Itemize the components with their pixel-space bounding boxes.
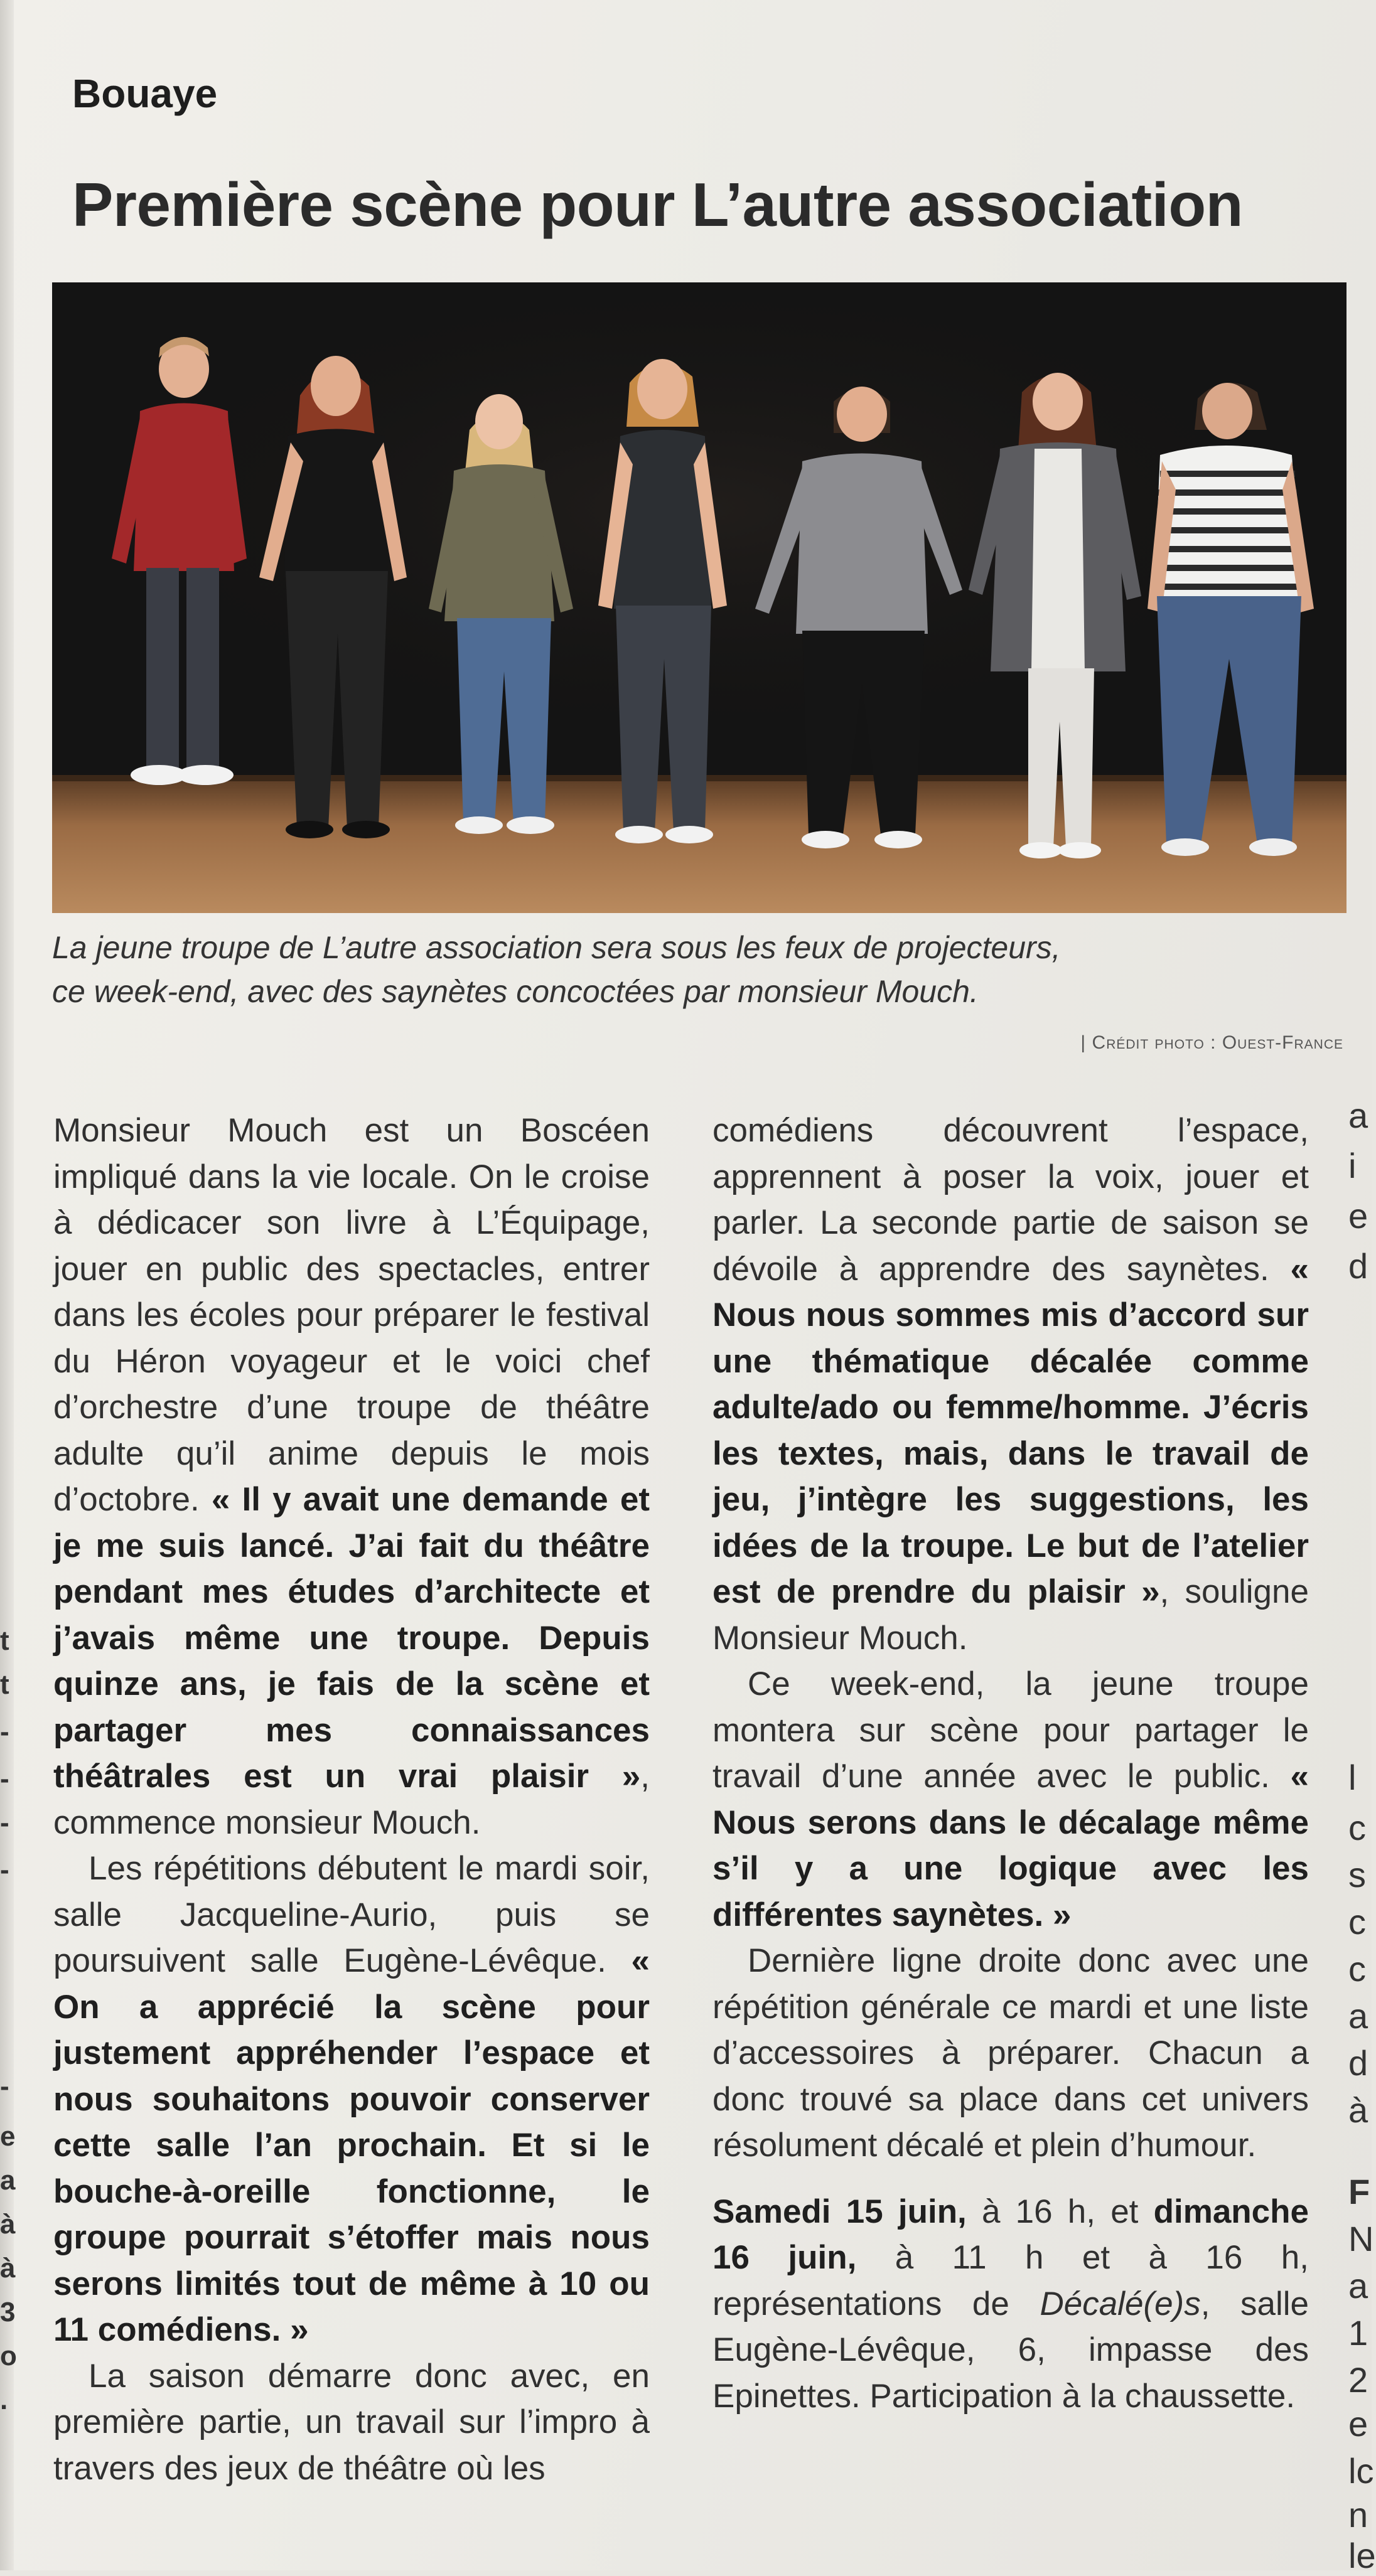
body-text: à 11 h et à 16 h, représentations de	[712, 2239, 1309, 2322]
right-fragment: 2	[1348, 2360, 1368, 2400]
event-date: Samedi 15 juin,	[712, 2193, 967, 2230]
quote: « Il y avait une demande et je me suis lancé. J’ai fait du théâtre pendant mes études d’architecte et j’avais même une troupe. Depuis quinze ans, je fais de la scène et partager mes connaissances théâtrales est un vrai plaisir »	[53, 1481, 650, 1795]
left-fragment: e	[0, 2121, 16, 2152]
body-text: Monsieur Mouch est un Boscéen impliqué dans la vie locale. On le croise à dédicacer son livre à L’Équipage, jouer en public des spectacles, entrer dans les écoles pour préparer le festival du Héron voyageur et le voici chef d’orchestre d’une troupe de théâtre adulte qu’il anime depuis le mois d’octobre.	[53, 1112, 650, 1518]
body-text: Les répétitions débutent le mardi soir, salle Jacqueline-Aurio, puis se poursuivent salle Eugène-Lévêque.	[53, 1850, 650, 1979]
left-fragment: -	[0, 1716, 9, 1747]
paragraph	[712, 1108, 1309, 1661]
quote: « On a apprécié la scène pour justement appréhender l’espace et nous souhaitons pouvoir conserver cette salle l’an prochain. Et si le bouche-à-oreille fonctionne, le groupe pourrait s’étoffer mais nous serons limités tout de même à 10 ou 11 comédiens. »	[53, 1942, 650, 2348]
left-fragment: à	[0, 2209, 16, 2240]
caption-line-2: ce week-end, avec des saynètes concoctées par monsieur Mouch.	[52, 974, 979, 1009]
left-fragment: a	[0, 2165, 16, 2196]
article-column-right	[712, 1108, 1309, 2419]
paragraph	[53, 1108, 650, 1846]
right-fragment: e	[1348, 1196, 1368, 1236]
right-fragment: a	[1348, 1996, 1368, 2036]
body-text: Ce week-end, la jeune troupe montera sur scène pour partager le travail d’une année avec le public.	[712, 1665, 1309, 1795]
body-text: , commence monsieur Mouch.	[53, 1758, 650, 1841]
paragraph	[53, 2353, 650, 2492]
right-fragment: i	[1348, 1146, 1357, 1185]
body-text: à 16 h, et	[966, 2193, 1154, 2230]
right-fragment: c	[1348, 1808, 1366, 1847]
headline: Première scène pour L’autre association	[72, 170, 1244, 239]
troupe-photo-illustration	[52, 282, 1346, 913]
left-fragment: -	[0, 2071, 9, 2102]
left-fragment: o	[0, 2341, 17, 2371]
left-fragment: à	[0, 2253, 16, 2284]
body-text: , salle Eugène-Lévêque, 6, impasse des Epinettes. Participation à la chaussette.	[712, 2285, 1309, 2415]
right-fragment: N	[1348, 2219, 1374, 2258]
paragraph	[712, 1938, 1309, 2169]
left-fragment: t	[0, 1625, 9, 1656]
paragraph	[53, 1846, 650, 2353]
body-text: La saison démarre donc avec, en première partie, un travail sur l’impro à travers des jeux de théâtre où les	[53, 2357, 650, 2487]
quote: « Nous nous sommes mis d’accord sur une thématique décalée comme adulte/ado ou femme/homme. J’écris les textes, mais, dans le travail de jeu, j’intègre les suggestions, les idées de la troupe. Le but de l’atelier est de prendre du plaisir »	[712, 1250, 1309, 1610]
left-fragment: t	[0, 1669, 9, 1700]
right-fragment: d	[1348, 1246, 1368, 1286]
right-fragment: c	[1348, 1902, 1366, 1942]
right-fragment: d	[1348, 2043, 1368, 2083]
caption-line-1: La jeune troupe de L’autre association sera sous les feux de projecteurs,	[52, 930, 1061, 965]
photo-credit: | Crédit photo : Ouest-France	[1080, 1032, 1343, 1053]
photo-caption	[52, 926, 1345, 1013]
locality-label: Bouaye	[72, 71, 218, 116]
body-text: comédiens découvrent l’espace, apprennent à poser la voix, jouer et parler. La seconde partie de saison se dévoile à apprendre des saynètes.	[712, 1112, 1309, 1288]
show-title: Décalé(e)s	[1040, 2285, 1201, 2322]
body-text: Dernière ligne droite donc avec une répétition générale ce mardi et une liste d’accessoires à préparer. Chacun a donc trouvé sa place dans cet univers résolument décalé et plein d’humour.	[712, 1942, 1309, 2164]
right-fragment: a	[1348, 2266, 1368, 2306]
article-column-left	[53, 1108, 650, 2491]
right-fragment: F	[1348, 2172, 1370, 2211]
quote: « Nous serons dans le décalage même s’il y a une logique avec les différentes saynètes. »	[712, 1758, 1309, 1933]
left-fragment: 3	[0, 2297, 16, 2327]
event-date: dimanche 16 juin,	[712, 2193, 1309, 2276]
paragraph	[712, 1661, 1309, 1938]
right-fragment: lc	[1348, 2451, 1374, 2491]
right-fragment: a	[1348, 1096, 1368, 1135]
right-fragment: n	[1348, 2495, 1368, 2535]
left-fragment: -	[0, 1854, 9, 1885]
right-fragment: c	[1348, 1949, 1366, 1989]
right-fragment: l	[1348, 1758, 1357, 1797]
event-info	[712, 2189, 1309, 2420]
left-fragment: -	[0, 1763, 9, 1794]
left-fragment: -	[0, 1807, 9, 1838]
right-fragment: le	[1348, 2536, 1376, 2575]
right-fragment: 1	[1348, 2313, 1368, 2353]
left-fragment: .	[0, 2385, 8, 2415]
right-fragment: à	[1348, 2090, 1368, 2130]
body-text: , souligne Monsieur Mouch.	[712, 1573, 1309, 1657]
right-fragment: e	[1348, 2404, 1368, 2444]
article-photo	[52, 282, 1346, 913]
right-fragment: s	[1348, 1855, 1366, 1895]
